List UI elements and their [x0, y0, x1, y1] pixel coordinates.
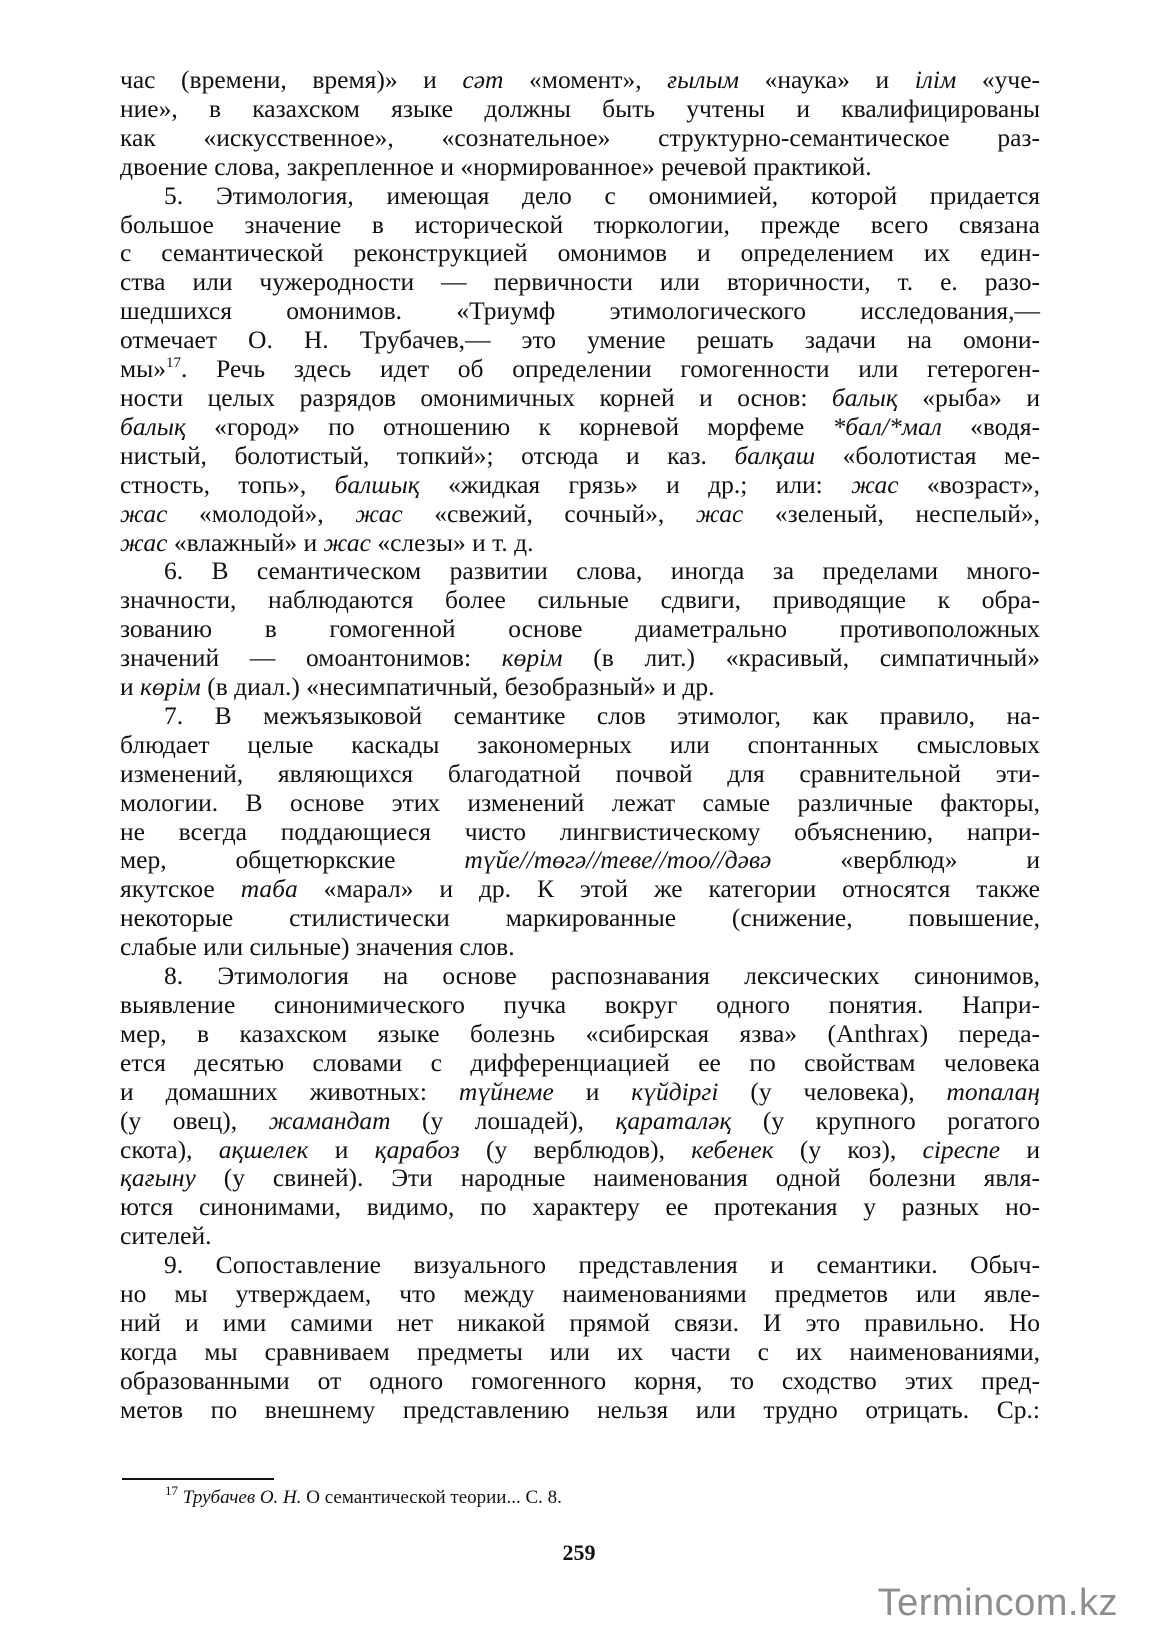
text-line	[120, 471, 1040, 500]
watermark-logo: Termincom.kz	[877, 1582, 1118, 1624]
text-run: ности целых разрядов омонимичных корней и основ:	[120, 382, 832, 412]
text-line: блюдает целые каскады закономерных или спонтанных смысловых	[120, 729, 1040, 759]
text-run: «возраст»,	[898, 469, 1040, 499]
text-line	[120, 875, 1040, 904]
italic-term: жамандат	[268, 1105, 391, 1135]
italic-term: ғылым	[667, 65, 740, 94]
page-number: 259	[562, 1540, 596, 1565]
text-run: «влажный» и	[167, 527, 324, 557]
text-run: и	[120, 672, 141, 702]
italic-term: түйе//төгә//теве//тоо//дәвә	[464, 845, 772, 875]
text-run: (у коз),	[773, 1134, 923, 1164]
text-line	[120, 1164, 1040, 1193]
text-line: когда мы сравниваем предметы или их части с их наименованиями,	[120, 1336, 1040, 1366]
text-run: и	[308, 1134, 375, 1164]
text-run: «болотистая ме-	[815, 440, 1040, 470]
footnote-number: 17	[165, 1483, 178, 1498]
text-line	[120, 673, 1040, 702]
text-run: и	[1000, 1134, 1040, 1164]
italic-term: күйдіргі	[631, 1076, 719, 1106]
text-run: (в диал.) «несимпатичный, безобразный» и др.	[200, 672, 715, 702]
italic-term: *бал/*мал	[832, 411, 942, 441]
italic-term: таба	[240, 874, 298, 904]
text-run: скота),	[120, 1134, 219, 1164]
text-run: (в лит.) «красивый, симпатичный»	[562, 643, 1040, 673]
text-run: (у овец),	[120, 1105, 269, 1135]
text-run: и домашних животных:	[120, 1076, 459, 1106]
text-line: двоение слова, закрепленное и «нормированное» речевой практикой.	[120, 151, 872, 181]
text-line: 9. Сопоставление визуального представления и семантики. Обыч-	[164, 1250, 1040, 1280]
text-line	[120, 1107, 1040, 1136]
footnote-ref: 17	[166, 355, 182, 372]
text-run: «свежий, сочный»,	[402, 498, 696, 528]
text-run: «верблюд» и	[771, 845, 1040, 875]
italic-term: кебенек	[691, 1134, 774, 1164]
text-line: слабые или сильные) значения слов.	[120, 932, 515, 962]
italic-term: көрім	[140, 672, 201, 702]
italic-term: қараталәқ	[615, 1105, 732, 1135]
text-line: 7. В межъязыковой семантике слов этимолог, как правило, на-	[164, 700, 1040, 730]
text-line	[120, 442, 1040, 471]
text-run: «город» по отношению к корневой морфеме	[185, 411, 833, 441]
italic-term: ілім	[914, 65, 957, 94]
text-run: и	[553, 1076, 632, 1106]
text-line	[120, 846, 1040, 875]
text-line: как «искусственное», «сознательное» структурно-семантическое раз-	[120, 122, 1040, 152]
text-line	[120, 384, 1040, 413]
text-run: час (времени, время)» и	[120, 65, 463, 94]
footnote-text: О семантической теории... С. 8.	[301, 1487, 562, 1508]
text-line	[120, 644, 1040, 673]
italic-term: қарабоз	[374, 1134, 460, 1164]
text-line: ства или чужеродности — первичности или вторичности, т. е. разо-	[120, 267, 1040, 297]
text-line: мологии. В основе этих изменений лежат самые различные факторы,	[120, 787, 1040, 817]
text-line	[120, 66, 1040, 95]
text-line: некоторые стилистически маркированные (снижение, повышение,	[120, 903, 1040, 933]
text-line	[120, 1136, 1040, 1165]
text-run: «слезы» и т. д.	[370, 527, 534, 557]
text-line	[120, 413, 1040, 442]
italic-term: балық	[120, 411, 186, 441]
text-run: значений — омоантонимов:	[120, 643, 502, 673]
italic-term: балшық	[334, 469, 420, 499]
text-line: не всегда поддающиеся чисто лингвистическому объяснению, напри-	[120, 816, 1040, 846]
text-run: (у человека),	[718, 1076, 947, 1106]
italic-term: жас	[120, 527, 168, 557]
text-run: «уче-	[956, 65, 1041, 94]
footnote-divider	[122, 1478, 274, 1480]
text-line: ется десятью словами с дифференциацией ее по свойствам человека	[120, 1047, 1040, 1077]
text-line	[120, 355, 1040, 384]
italic-term: топалаң	[946, 1076, 1040, 1106]
italic-term: сәт	[462, 65, 504, 94]
text-run: (у крупного рогатого	[731, 1105, 1040, 1135]
italic-term: жас	[120, 498, 168, 528]
text-line: шедшихся омонимов. «Триумф этимологического исследования,—	[120, 296, 1040, 326]
text-line: образованными от одного гомогенного корня, то сходство этих пред-	[120, 1365, 1040, 1395]
text-line: 5. Этимология, имеющая дело с омонимией, которой придается	[164, 180, 1040, 210]
italic-term: қағыну	[120, 1163, 196, 1193]
paragraph-9	[120, 1251, 1040, 1424]
paragraph-7	[120, 702, 1040, 962]
text-line: ние», в казахском языке должны быть учтены и квалифицированы	[120, 93, 1040, 123]
text-run: . Речь здесь идет об определении гомогенности или гетероген-	[181, 354, 1040, 384]
text-run: якутское	[120, 874, 241, 904]
text-run: (у свиней). Эти народные наименования одной болезни явля-	[195, 1163, 1040, 1193]
paragraph-continuation	[120, 66, 1040, 182]
text-line	[120, 529, 1040, 558]
text-line	[120, 500, 1040, 529]
footnote	[165, 1483, 562, 1509]
paragraph-5	[120, 182, 1040, 558]
text-line: но мы утверждаем, что между наименованиями предметов или явле-	[120, 1279, 1040, 1309]
text-run: «момент»,	[503, 65, 668, 94]
text-line: выявление синонимического пучка вокруг одного понятия. Напри-	[120, 990, 1040, 1019]
text-line: большое значение в исторической тюркологии, прежде всего связана	[120, 209, 1040, 239]
italic-term: көрім	[501, 643, 563, 673]
paragraph-8	[120, 962, 1040, 1251]
text-run: мер, общетюркские	[120, 845, 465, 875]
italic-term: ақшелек	[218, 1134, 309, 1164]
text-run: «молодой»,	[167, 498, 356, 528]
text-run: «марал» и др. К этой же категории относятся также	[297, 874, 1040, 904]
text-run: «жидкая грязь» и др.; или:	[419, 469, 852, 499]
page-body	[120, 66, 1040, 1425]
text-line: с семантической реконструкцией омонимов и определением их един-	[120, 238, 1040, 268]
text-line: изменений, являющихся благодатной почвой для сравнительной эти-	[120, 758, 1040, 788]
text-run: стность, топь»,	[120, 469, 335, 499]
text-line: сителей.	[120, 1221, 212, 1251]
italic-term: түйнеме	[458, 1076, 554, 1106]
italic-term: жас	[695, 498, 744, 528]
italic-term: жас	[355, 498, 403, 528]
footnote-author: Трубачев О. Н.	[182, 1487, 302, 1508]
paragraph-6	[120, 557, 1040, 702]
text-run: «водя-	[941, 411, 1040, 441]
text-run: (у лошадей),	[390, 1105, 616, 1135]
text-line: ются синонимами, видимо, по характеру ее протекания у разных но-	[120, 1192, 1040, 1222]
text-line	[120, 1078, 1040, 1107]
text-run: «рыба» и	[897, 382, 1040, 412]
text-run: (у верблюдов),	[459, 1134, 692, 1164]
italic-term: балық	[831, 382, 898, 412]
text-run: «зеленый, неспелый»,	[743, 498, 1040, 528]
text-run: нистый, болотистый, топкий»; отсюда и каз.	[120, 440, 735, 470]
italic-term: жас	[323, 527, 371, 557]
text-line: мер, в казахском языке болезнь «сибирская язва» (Anthrax) переда-	[120, 1018, 1040, 1048]
text-line: зованию в гомогенной основе диаметрально противоположных	[120, 614, 1040, 644]
text-run: «наука» и	[739, 65, 915, 94]
text-line: ний и ими самими нет никакой прямой связи. И это правильно. Но	[120, 1307, 1040, 1337]
text-line: метов по внешнему представлению нельзя или трудно отрицать. Ср.:	[120, 1394, 1040, 1424]
text-line: 6. В семантическом развитии слова, иногда за пределами много-	[164, 556, 1040, 586]
text-line: 8. Этимология на основе распознавания лексических синонимов,	[164, 961, 1040, 991]
text-run: мы»	[120, 354, 167, 384]
text-line: отмечает О. Н. Трубачев,— это умение решать задачи на омони-	[120, 325, 1040, 355]
text-line: значности, наблюдаются более сильные сдвиги, приводящие к обра-	[120, 585, 1040, 615]
italic-term: балқаш	[734, 440, 816, 470]
italic-term: сіреспе	[922, 1134, 1001, 1164]
italic-term: жас	[851, 469, 899, 499]
